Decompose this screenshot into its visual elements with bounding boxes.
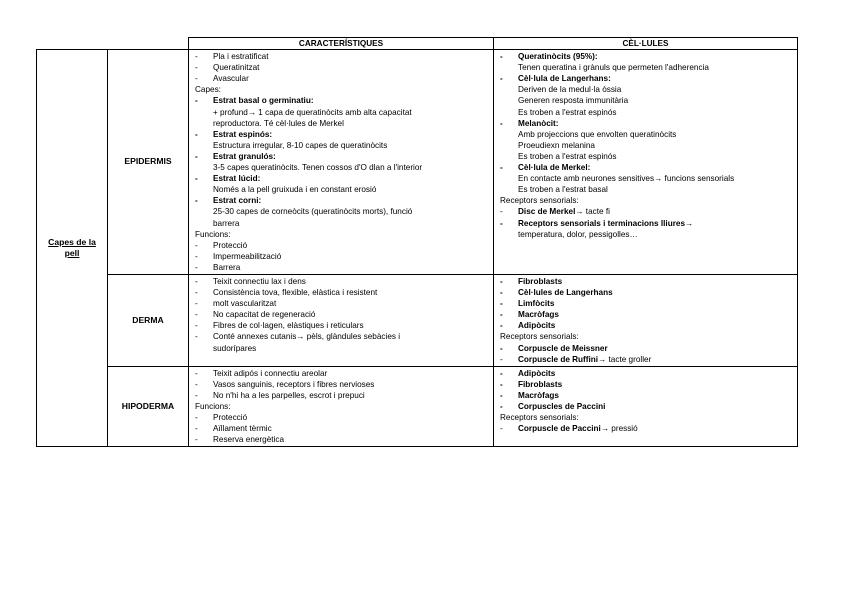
list-item-detail: 25-30 capes de corneòcits (queratinòcits morts), funció: [213, 207, 413, 217]
section-label: Capes:: [195, 85, 221, 95]
blank-corner: [37, 38, 189, 50]
list-item-detail: 3-5 capes queratinòcits. Tenen cossos d'O dlan a l'interior: [213, 163, 423, 173]
list-item: - Estrat lúcid:: [195, 173, 491, 184]
section-label: Receptors sensorials:: [500, 332, 579, 342]
list-item-detail: Es troben a l'estrat espinós: [518, 107, 617, 117]
list-item: - Fibroblasts: [500, 276, 795, 287]
layer-group-label: [37, 50, 108, 447]
list-item: [500, 354, 795, 365]
receptor-name: Corpuscle de Ruffini→: [518, 354, 607, 364]
list-item: - Pla i estratificat: [195, 51, 491, 62]
list-item-detail: Estructura irregular, 8-10 capes de queratinòcits: [213, 140, 388, 150]
list-item: - Protecció: [195, 240, 491, 251]
list-item: - Corpuscle de Meissner: [500, 343, 795, 354]
epidermis-cells: [494, 50, 798, 275]
list-item-detail: reproductora. Té cèl·lules de Merkel: [213, 118, 344, 128]
hipoderma-label: HIPODERMA: [108, 366, 189, 447]
list-item: - Corpuscles de Paccini: [500, 401, 795, 412]
list-item: - Melanòcit:: [500, 118, 795, 129]
section-label: Funcions:: [195, 402, 231, 411]
receptor-function: tacte fi: [583, 207, 610, 217]
header-characteristics: CARACTERÍSTIQUES: [189, 38, 494, 50]
list-item: - Estrat corni:: [195, 195, 491, 206]
skin-layers-table: [36, 37, 798, 447]
epidermis-label: EPIDERMIS: [108, 50, 189, 275]
derma-characteristics: [189, 274, 494, 366]
list-item: - Fibroblasts: [500, 379, 795, 390]
list-item: [500, 206, 795, 217]
section-label: Receptors sensorials:: [500, 413, 579, 423]
list-item: - Conté annexes cutanis→ pèls, glàndules sebàcies i: [195, 331, 491, 342]
list-item: - Queratinitzat: [195, 62, 491, 73]
list-item: - Estrat basal o germinatiu:: [195, 95, 491, 106]
derma-label: DERMA: [108, 274, 189, 366]
list-item: - Estrat granulós:: [195, 151, 491, 162]
list-item-detail: Es troben a l'estrat espinós: [518, 151, 617, 161]
list-item: - Macròfags: [500, 390, 795, 401]
layer-group-line2: pell: [64, 248, 80, 259]
list-item-detail: Es troben a l'estrat basal: [518, 185, 608, 195]
receptor-function: tacte groller: [606, 354, 652, 364]
list-item: - Adipòcits: [500, 320, 795, 331]
list-item-detail: Deriven de la medul·la òssia: [518, 85, 622, 95]
row-epidermis: [37, 50, 798, 275]
hipoderma-characteristics: [189, 366, 494, 447]
receptor-name: Disc de Merkel→: [518, 207, 584, 217]
list-item: - Macròfags: [500, 309, 795, 320]
list-item: - Teixit adipós i connectiu areolar: [195, 368, 491, 379]
list-item: - Barrera: [195, 262, 491, 273]
epidermis-characteristics: [189, 50, 494, 275]
list-item-detail: En contacte amb neurones sensitives→ funcions sensorials: [518, 174, 735, 184]
list-item: - Teixit connectiu lax i dens: [195, 276, 491, 287]
list-item: - Vasos sanguinis, receptors i fibres nervioses: [195, 379, 491, 390]
list-item-detail: + profund→ 1 capa de queratinòcits amb alta capacitat: [213, 107, 412, 117]
header-cells: CÈL·LULES: [494, 38, 798, 50]
list-item: - Fibres de col·lagen, elàstiques i reticulars: [195, 320, 491, 331]
list-item-detail: Amb projeccions que envolten queratinòcits: [518, 129, 677, 139]
list-item: - Aïllament tèrmic: [195, 423, 491, 434]
row-derma: [37, 274, 798, 366]
list-item: - Adipòcits: [500, 368, 795, 379]
list-item: - Protecció: [195, 412, 491, 423]
list-item: [500, 423, 795, 434]
receptor-function: → pressió: [600, 424, 638, 434]
list-item: - No capacitat de regeneració: [195, 309, 491, 320]
list-item: - Limfòcits: [500, 298, 795, 309]
section-label: Receptors sensorials:: [500, 196, 579, 206]
list-item: - Avascular: [195, 73, 491, 84]
list-item: - Queratinòcits (95%):: [500, 51, 795, 62]
header-row: [37, 38, 798, 50]
list-item-detail: Generen resposta immunitària: [518, 96, 629, 106]
list-item: - No n'hi ha a les parpelles, escrot i prepuci: [195, 390, 491, 401]
list-item-detail: sudorípares: [213, 343, 257, 353]
list-item-detail: Proeudiexn melanina: [518, 140, 595, 150]
list-item-detail: temperatura, dolor, pessigolles…: [518, 229, 638, 239]
section-label: Funcions:: [195, 229, 231, 239]
list-item-detail: barrera: [213, 218, 240, 228]
list-item: - Cèl·lula de Langerhans:: [500, 73, 795, 84]
layer-group-line1: Capes de la: [48, 237, 96, 248]
list-item-detail: Només a la pell gruixuda i en constant erosió: [213, 185, 377, 195]
list-item: - Cèl·lula de Merkel:: [500, 162, 795, 173]
derma-cells: [494, 274, 798, 366]
list-item-detail: Tenen queratina i grànuls que permeten l'adherencia: [518, 63, 709, 73]
list-item: - molt vascularitzat: [195, 298, 491, 309]
list-item: - Impermeabilització: [195, 251, 491, 262]
list-item: - Receptors sensorials i terminacions lliures→: [500, 218, 795, 229]
row-hipoderma: [37, 366, 798, 447]
receptor-name: Corpuscle de Paccini: [518, 424, 601, 434]
hipoderma-cells: [494, 366, 798, 447]
list-item: - Reserva energètica: [195, 434, 491, 445]
list-item: - Cèl·lules de Langerhans: [500, 287, 795, 298]
list-item: - Estrat espinós:: [195, 129, 491, 140]
list-item: - Consistència tova, flexible, elàstica i resistent: [195, 287, 491, 298]
